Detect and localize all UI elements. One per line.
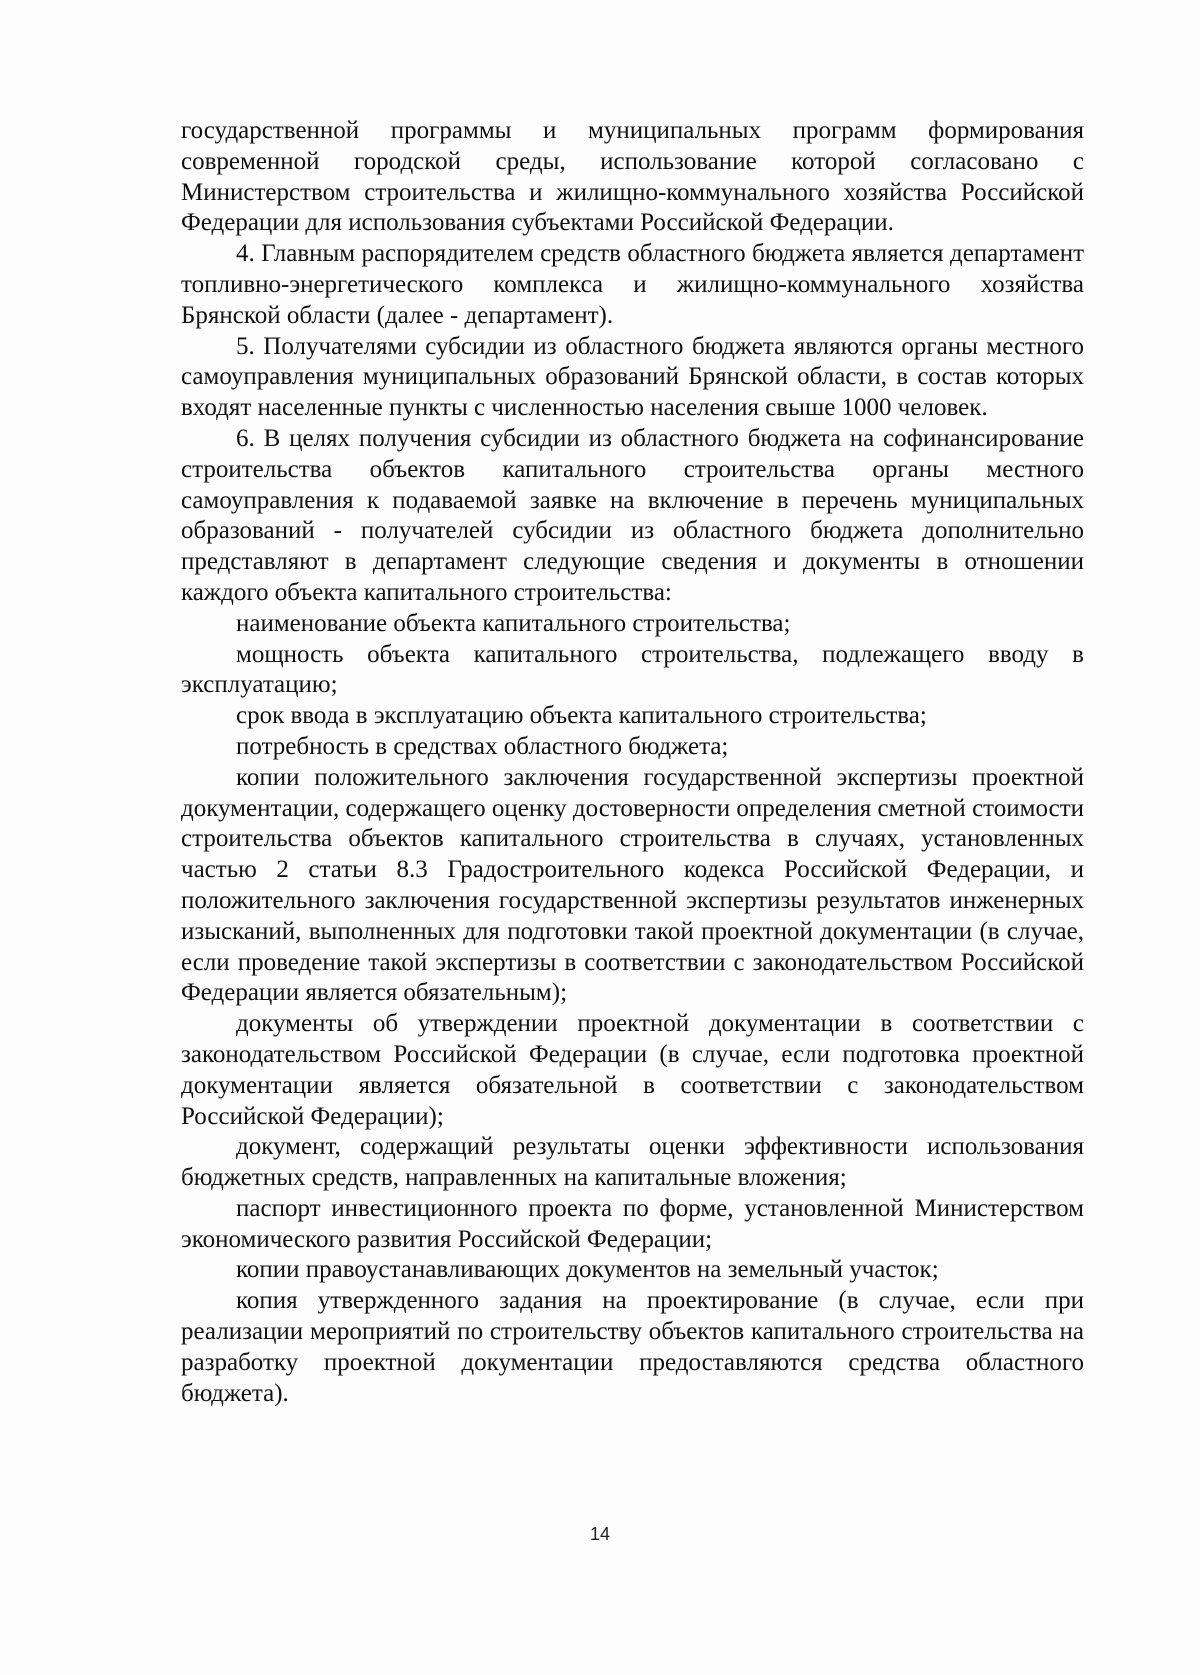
list-item-design-assignment: копия утвержденного задания на проектирование (в случае, если при реализации мероприятий по строительству объектов капитального строительства на разработку проектной документации предоставляются средства областного бюджета). [181, 1287, 1084, 1407]
paragraph-item-5: 5. Получателями субсидии из областного бюджета являются органы местного самоуправления муниципальных образований Брянской области, в состав которых входят населенные пункты с численностью населения свыше 1000 человек. [181, 332, 1084, 422]
list-item-commissioning-date: срок ввода в эксплуатацию объекта капитального строительства; [236, 702, 927, 730]
paragraph-continuation: государственной программы и муниципальных программ формирования современной городской среды, использование которой согласовано с Министерством строительства и жилищно-коммунального хозяйства Российской Федерации для использования субъектами Российской Федерации. [181, 117, 1084, 237]
document-body [181, 116, 1084, 1409]
page-number: 14 [589, 1524, 611, 1544]
paragraph-item-6: 6. В целях получения субсидии из областного бюджета на софинансирование строительства объектов капитального строительства органы местного самоуправления к подаваемой заявке на включение в перечень муниципальных образований - получателей субсидии из областного бюджета дополнительно представляют в департамент следующие сведения и документы в отношении каждого объекта капитального строительства: [181, 424, 1084, 606]
list-item-budget-need: потребность в средствах областного бюджета; [236, 732, 729, 760]
list-item-land-documents: копии правоустанавливающих документов на земельный участок; [236, 1256, 939, 1284]
list-item-efficiency-assessment: документ, содержащий результаты оценки эффективности использования бюджетных средств, направленных на капитальные вложения; [181, 1133, 1084, 1192]
paragraph-item-4: 4. Главным распорядителем средств областного бюджета является департамент топливно-энергетического комплекса и жилищно-коммунального хозяйства Брянской области (далее - департамент). [181, 240, 1084, 329]
list-item-expertise-copies: копии положительного заключения государственной экспертизы проектной документации, содержащего оценку достоверности определения сметной стоимости строительства объектов капитального строительства в случаях, установленных частью 2 статьи 8.3 Градостроительного кодекса Российской Федерации, и положительного заключения государственной экспертизы результатов инженерных изысканий, выполненных для подготовки такой проектной документации (в случае, если проведение такой экспертизы в соответствии с законодательством Российской Федерации является обязательным); [181, 763, 1084, 1007]
list-item-approval-documents: документы об утверждении проектной документации в соответствии с законодательством Российской Федерации (в случае, если подготовка проектной документации является обязательной в соответствии с законодательством Российской Федерации); [181, 1010, 1084, 1130]
list-item-object-capacity: мощность объекта капитального строительства, подлежащего вводу в эксплуатацию; [181, 640, 1084, 699]
list-item-investment-passport: паспорт инвестиционного проекта по форме, установленной Министерством экономического развития Российской Федерации; [181, 1194, 1084, 1253]
list-item-object-name: наименование объекта капитального строительства; [236, 609, 791, 637]
